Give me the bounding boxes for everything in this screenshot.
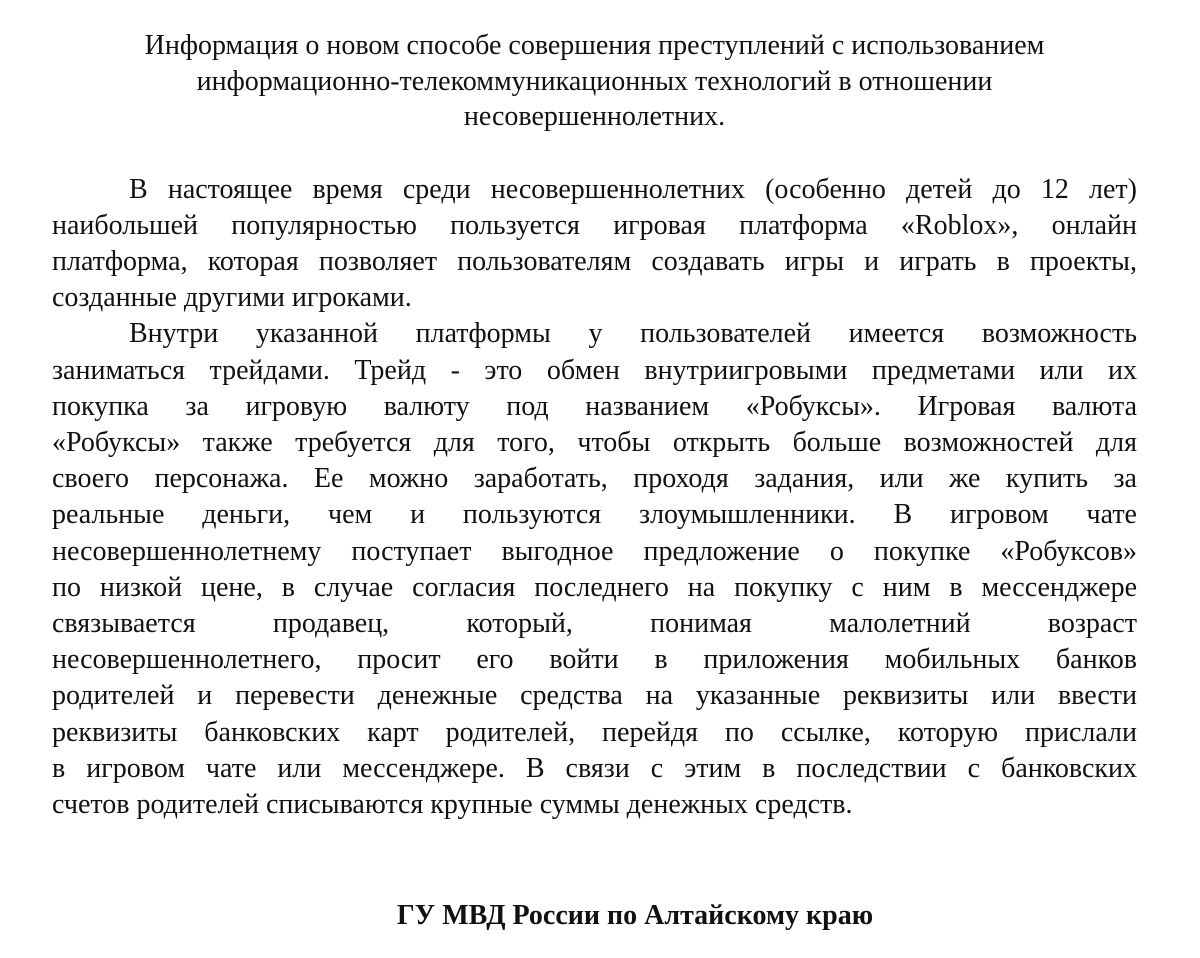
paragraph-1 <box>52 172 1137 317</box>
paragraph-2-line: покупка за игровую валюту под названием «Робуксы». Игровая валюта <box>52 390 1137 422</box>
paragraph-1-line: наибольшей популярностью пользуется игровая платформа «Roblox», онлайн <box>52 209 1137 241</box>
paragraph-1-line: созданные другими игроками. <box>52 282 412 314</box>
paragraph-2 <box>52 316 1137 823</box>
paragraph-2-line: счетов родителей списываются крупные суммы денежных средств. <box>52 788 853 820</box>
paragraph-2-line: своего персонажа. Ее можно заработать, проходя задания, или же купить за <box>52 463 1137 495</box>
paragraph-2-line: реальные деньги, чем и пользуются злоумышленники. В игровом чате <box>52 499 1137 531</box>
document-title <box>52 28 1137 135</box>
paragraph-2-line: Внутри указанной платформы у пользователей имеется возможность <box>129 318 1137 350</box>
signature: ГУ МВД России по Алтайскому краю <box>396 900 874 931</box>
paragraph-1-line: В настоящее время среди несовершеннолетних (особенно детей до 12 лет) <box>129 173 1137 205</box>
title-line-1: Информация о новом способе совершения преступлений с использованием <box>144 30 1045 61</box>
document-page <box>52 28 1137 823</box>
paragraph-2-line: несовершеннолетнего, просит его войти в приложения мобильных банков <box>52 644 1137 676</box>
title-line-2: информационно-телекоммуникационных технологий в отношении <box>196 65 993 97</box>
paragraph-2-line: связывается продавец, который, понимая малолетний возраст <box>52 607 1137 639</box>
paragraph-2-line: несовершеннолетнему поступает выгодное предложение о покупке «Робуксов» <box>52 535 1137 567</box>
paragraph-2-line: заниматься трейдами. Трейд - это обмен внутриигровыми предметами или их <box>52 354 1137 386</box>
title-line-3: несовершеннолетних. <box>463 101 726 132</box>
paragraph-2-line: реквизиты банковских карт родителей, перейдя по ссылке, которую прислали <box>52 716 1137 748</box>
paragraph-2-line: в игровом чате или мессенджере. В связи с этим в последствии с банковских <box>52 752 1137 784</box>
paragraph-2-line: по низкой цене, в случае согласия последнего на покупку с ним в мессенджере <box>52 571 1137 603</box>
paragraph-2-line: «Робуксы» также требуется для того, чтобы открыть больше возможностей для <box>52 426 1137 458</box>
paragraph-1-line: платформа, которая позволяет пользователям создавать игры и играть в проекты, <box>52 245 1137 277</box>
paragraph-2-line: родителей и перевести денежные средства на указанные реквизиты или ввести <box>52 680 1137 712</box>
